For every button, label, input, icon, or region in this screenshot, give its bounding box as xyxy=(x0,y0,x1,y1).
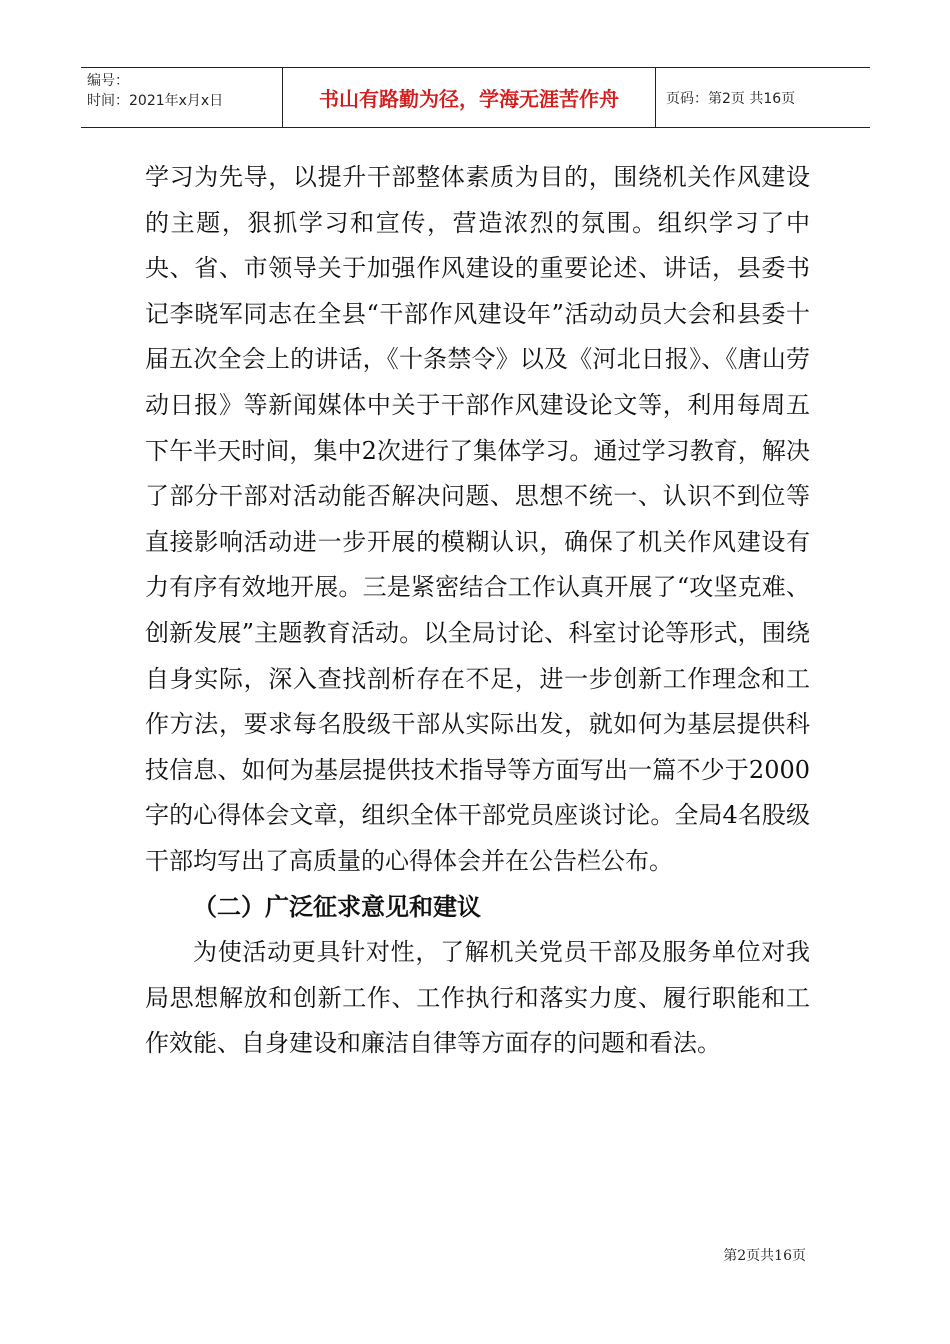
document-number: 编号： xyxy=(87,73,129,89)
body-paragraph: 学习为先导，以提升干部整体素质为目的，围绕机关作风建设的主题，狠抓学习和宣传，营造浓烈的氛围。组织学习了中央、省、市领导关于加强作风建设的重要论述、讲话，县委书记李晓军同志在全县“干部作风建设年”活动动员大会和县委十届五次全会上的讲话，《十条禁令》以及《河北日报》、《唐山劳动日报》等新闻媒体中关于干部作风建设论文等，利用每周五下午半天时间，集中2次进行了集体学习。通过学习教育，解决了部分干部对活动能否解决问题、思想不统一、认识不到位等直接影响活动进一步开展的模糊认识，确保了机关作风建设有力有序有效地开展。三是紧密结合工作认真开展了“攻坚克难、创新发展”主题教育活动。以全局讨论、科室讨论等形式，围绕自身实际，深入查找剖析存在不足，进一步创新工作理念和工作方法，要求每名股级干部从实际出发，就如何为基层提供科技信息、如何为基层提供技术指导等方面写出一篇不少于2000字的心得体会文章，组织全体干部党员座谈讨论。全局4名股级干部均写出了高质量的心得体会并在公告栏公布。 xyxy=(145,163,810,875)
header-meta xyxy=(81,68,283,127)
section-heading: （二）广泛征求意见和建议 xyxy=(193,892,481,921)
document-body xyxy=(145,155,810,1067)
header-motto: 书山有路勤为径，学海无涯苦作舟 xyxy=(283,68,656,127)
body-paragraph: 为使活动更具针对性，了解机关党员干部及服务单位对我局思想解放和创新工作、工作执行和落实力度、履行职能和工作效能、自身建设和廉洁自律等方面存的问题和看法。 xyxy=(145,938,810,1058)
page-header xyxy=(81,67,870,128)
header-page-info: 页码：第2页 共16页 xyxy=(666,90,796,107)
document-date: 时间：2021年x月x日 xyxy=(87,93,224,109)
page-footer: 第2页共16页 xyxy=(723,1248,806,1264)
